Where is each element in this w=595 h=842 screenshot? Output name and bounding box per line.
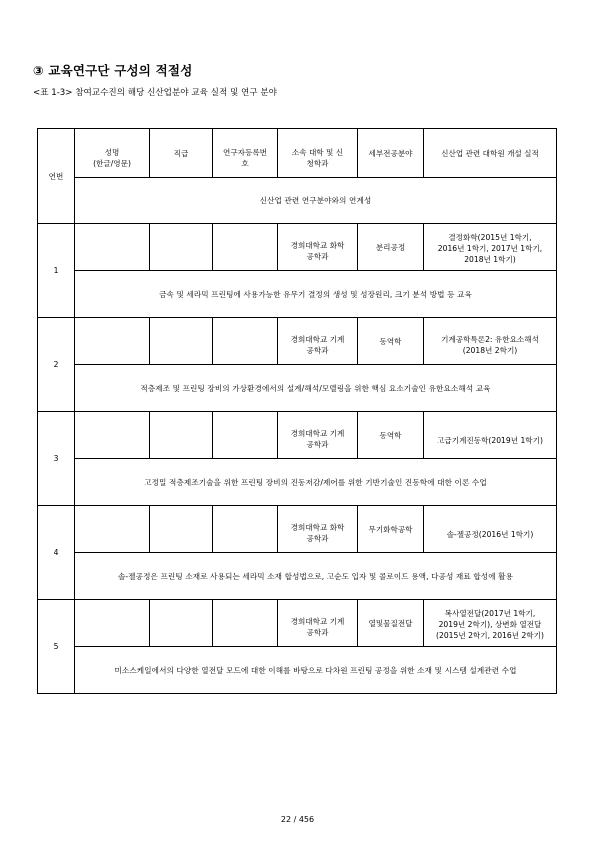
- field-cell: 무기화학공학: [358, 506, 424, 553]
- dept-line: 경희대학교 화학: [290, 241, 345, 250]
- table-row: [38, 600, 557, 647]
- table-row: [38, 412, 557, 459]
- record-line: 기계공학특론2: 유한요소해석: [441, 335, 539, 344]
- rank-cell: [150, 412, 213, 459]
- table-row-description: [38, 553, 557, 600]
- record-cell: [424, 600, 557, 647]
- rank-cell: [150, 506, 213, 553]
- dept-cell: [278, 412, 358, 459]
- row-number: 4: [38, 506, 75, 600]
- header-dept: [278, 129, 358, 178]
- dept-line: 공학과: [306, 252, 329, 261]
- header-researcher-id: [213, 129, 278, 178]
- record-cell: [424, 224, 557, 271]
- rank-cell: [150, 600, 213, 647]
- researcher-id-cell: [213, 224, 278, 271]
- table-caption: <표 1-3> 참여교수진의 해당 신산업분야 교육 실적 및 연구 분야: [33, 88, 277, 98]
- researcher-id-cell: [213, 318, 278, 365]
- relation-description: 적층제조 및 프린팅 장비의 가상환경에서의 설계/해석/모델링을 위한 핵심 요소기술인 유한요소해석 교육: [75, 365, 557, 412]
- record-line: 고급기계진동학(2019년 1학기): [437, 435, 543, 445]
- section-heading: ③ 교육연구단 구성의 적절성: [33, 63, 193, 78]
- field-cell: 동역학: [358, 318, 424, 365]
- rank-cell: [150, 318, 213, 365]
- record-cell: [424, 318, 557, 365]
- record-line: 복사열전달(2017년 1학기,: [444, 608, 536, 618]
- header-field: 세부전공분야: [358, 129, 424, 178]
- header-dept-line1: 소속 대학 및 신: [291, 148, 344, 157]
- field-cell: 열및물질전달: [358, 600, 424, 647]
- field-cell: 분리공정: [358, 224, 424, 271]
- dept-cell: [278, 600, 358, 647]
- researcher-id-cell: [213, 600, 278, 647]
- record-line: 2019년 2학기), 상변화 열전달: [438, 619, 542, 629]
- header-name-line1: 성명: [104, 148, 120, 157]
- field-cell: 동역학: [358, 412, 424, 459]
- table-row-description: [38, 271, 557, 318]
- name-cell: [75, 318, 150, 365]
- relation-description: 미소스케일에서의 다양한 열전달 모드에 대한 이해를 바탕으로 다차원 프린팅 공정을 위한 소재 및 시스템 설계관련 수업: [75, 647, 557, 694]
- table-row-description: [38, 365, 557, 412]
- header-row: [38, 129, 557, 178]
- researcher-id-cell: [213, 506, 278, 553]
- faculty-table: [37, 128, 557, 694]
- name-cell: [75, 412, 150, 459]
- record-line: 결정화학(2015년 1학기,: [448, 232, 532, 242]
- dept-line: 공학과: [306, 346, 329, 355]
- dept-line: 경희대학교 화학: [290, 523, 345, 532]
- researcher-id-cell: [213, 412, 278, 459]
- dept-cell: [278, 506, 358, 553]
- name-cell: [75, 600, 150, 647]
- relation-description: 솔-젤공정은 프린팅 소재로 사용되는 세라믹 소재 합성법으로, 고순도 입자 및 콜로이드 용액, 다공성 재료 합성에 활용: [75, 553, 557, 600]
- header-dept-line2: 청학과: [306, 159, 329, 168]
- header-relation: 신산업 관련 연구분야와의 연계성: [75, 178, 557, 224]
- record-line: (2018년 2학기): [462, 346, 518, 355]
- record-cell: [424, 412, 557, 459]
- header-record: 신산업 관련 대학원 개설 실적: [424, 129, 557, 178]
- table-row-description: [38, 459, 557, 506]
- record-line: 2018년 1학기): [464, 254, 516, 264]
- record-line: 솔-젤공정(2016년 1학기): [446, 529, 534, 539]
- record-cell: [424, 506, 557, 553]
- dept-line: 공학과: [306, 628, 329, 637]
- dept-cell: [278, 318, 358, 365]
- header-name-line2: (한글/영문): [93, 159, 131, 168]
- dept-line: 공학과: [306, 534, 329, 543]
- row-number: 5: [38, 600, 75, 694]
- row-number: 2: [38, 318, 75, 412]
- name-cell: [75, 506, 150, 553]
- header-relation-row: [38, 178, 557, 224]
- page-number: 22 / 456: [280, 815, 315, 824]
- record-line: 2016년 1학기, 2017년 1학기,: [437, 243, 543, 253]
- dept-cell: [278, 224, 358, 271]
- dept-line: 경희대학교 기계: [290, 335, 345, 344]
- row-number: 1: [38, 224, 75, 318]
- header-researcher-id-line1: 연구자등록번: [222, 148, 267, 157]
- header-rank: 직급: [150, 129, 213, 178]
- dept-line: 경희대학교 기계: [290, 617, 345, 626]
- table-row-description: [38, 647, 557, 694]
- relation-description: 고정밀 적층제조기술을 위한 프린팅 장비의 진동저감/제어를 위한 기반기술인 진동학에 대한 이론 수업: [75, 459, 557, 506]
- dept-line: 경희대학교 기계: [290, 429, 345, 438]
- table-row: [38, 318, 557, 365]
- name-cell: [75, 224, 150, 271]
- record-line: (2015년 2학기, 2016년 2학기): [436, 630, 544, 640]
- header-researcher-id-line2: 호: [241, 159, 249, 168]
- table-row: [38, 224, 557, 271]
- table-row: [38, 506, 557, 553]
- rank-cell: [150, 224, 213, 271]
- relation-description: 금속 및 세라믹 프린팅에 사용가능한 유무기 결정의 생성 및 성장원리, 크기 분석 방법 등 교육: [75, 271, 557, 318]
- dept-line: 공학과: [306, 440, 329, 449]
- row-number: 3: [38, 412, 75, 506]
- header-name: [75, 129, 150, 178]
- header-no: 연번: [38, 129, 75, 224]
